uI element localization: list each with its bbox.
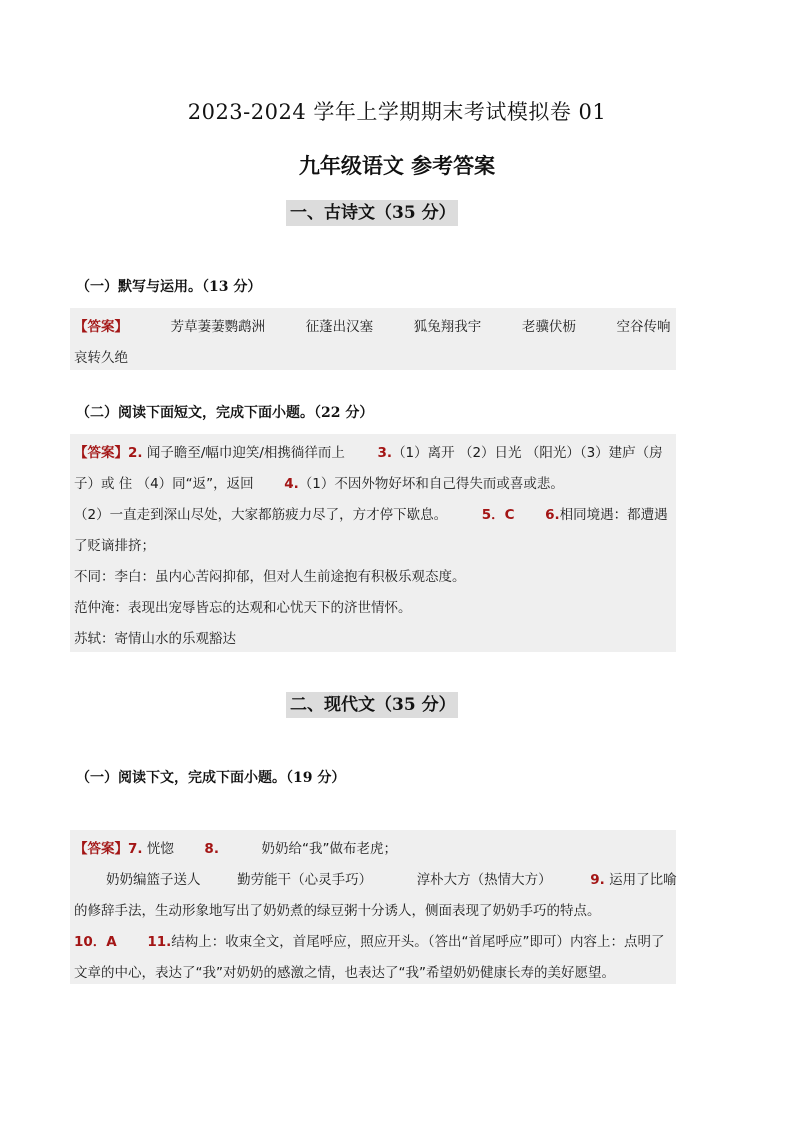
answer-text: 运用了比喻 <box>609 872 677 888</box>
answer-text: 奶奶编篮子送人 <box>106 872 201 888</box>
question-number: 7. <box>128 841 143 857</box>
question-number: 10．A <box>74 934 117 950</box>
section2-heading: 二、现代文（35 分） <box>286 692 458 718</box>
answer-item: 芳草萋萋鹦鹉洲 <box>170 319 266 335</box>
answer-text: （1）不因外物好坏和自己得失而或喜或悲。 <box>298 476 564 492</box>
question-number: 8. <box>204 841 219 857</box>
question-number: 5．C <box>481 507 515 523</box>
answer-tag: 【答案】 <box>74 319 128 335</box>
section1-heading: 一、古诗文（35 分） <box>286 200 458 226</box>
paper-title: 2023-2024 学年上学期期末考试模拟卷 01 <box>187 100 607 124</box>
answer-text: 奶奶给“我”做布老虎； <box>261 841 398 857</box>
answer-line <box>74 441 663 461</box>
section1-part1-heading: （一）默写与运用。（13 分） <box>76 279 262 295</box>
answer-box-2 <box>70 434 676 652</box>
question-number: 9. <box>590 872 605 888</box>
answer-text: （1）离开 （2）日光 （阳光）（3）建庐（房 <box>392 445 663 461</box>
answer-text: 结构上：收束全文，首尾呼应，照应开头。（答出“首尾呼应”即可）内容上：点明了 <box>171 934 665 950</box>
answer-line: 文章的中心，表达了“我”对奶奶的感激之情，也表达了“我”希望奶奶健康长寿的美好愿望。 <box>74 965 615 981</box>
question-number: 11. <box>147 934 172 950</box>
answer-line <box>74 472 564 492</box>
answer-tag: 【答案】 <box>74 841 128 857</box>
paper-subtitle: 九年级语文 参考答案 <box>298 153 496 178</box>
answer-box-3 <box>70 830 676 984</box>
answer-line <box>74 315 670 335</box>
answer-item: 狐兔翔我宇 <box>413 319 482 335</box>
answer-line: 苏轼：寄情山水的乐观豁达 <box>74 631 236 647</box>
answer-line: 不同：李白：虽内心苦闷抑郁，但对人生前途抱有积极乐观态度。 <box>74 569 466 585</box>
question-number: 3. <box>377 445 393 461</box>
answer-line: 的修辞手法，生动形象地写出了奶奶煮的绿豆粥十分诱人，侧面表现了奶奶手巧的特点。 <box>74 903 601 919</box>
answer-item: 老骥伏枥 <box>521 319 576 335</box>
answer-line: 哀转久绝 <box>74 350 128 366</box>
question-number: 2. <box>128 445 143 461</box>
answer-line <box>74 930 665 950</box>
question-number: 4. <box>284 476 299 492</box>
answer-box-1 <box>70 308 676 370</box>
answer-item: 空谷传响 <box>616 319 671 335</box>
answer-line: 范仲淹：表现出宠辱皆忘的达观和心忧天下的济世情怀。 <box>74 600 412 616</box>
answer-text: 恍惚 <box>146 841 174 857</box>
answer-text: 淳朴大方（热情大方） <box>416 872 552 888</box>
section1-part2-heading: （二）阅读下面短文，完成下面小题。（22 分） <box>76 405 374 421</box>
answer-line <box>106 868 677 888</box>
answer-text: 相同境遇：都遭遇 <box>559 507 668 523</box>
answer-item: 征蓬出汉塞 <box>305 319 374 335</box>
answer-text: 闻子瞻至/幅巾迎笑/相携徜徉而上 <box>146 445 345 461</box>
answer-text: 子）或 住 （4）同“返”，返回 <box>74 476 254 492</box>
answer-text: （2）一直走到深山尽处，大家都筋疲力尽了，方才停下歇息。 <box>74 507 448 523</box>
answer-line: 了贬谪排挤； <box>74 538 155 554</box>
answer-line <box>74 503 668 523</box>
answer-text: 勤劳能干（心灵手巧） <box>237 872 373 888</box>
question-number: 6. <box>545 507 560 523</box>
section2-part1-heading: （一）阅读下文，完成下面小题。（19 分） <box>76 770 346 786</box>
answer-tag: 【答案】 <box>74 445 128 461</box>
answer-line <box>74 837 397 857</box>
